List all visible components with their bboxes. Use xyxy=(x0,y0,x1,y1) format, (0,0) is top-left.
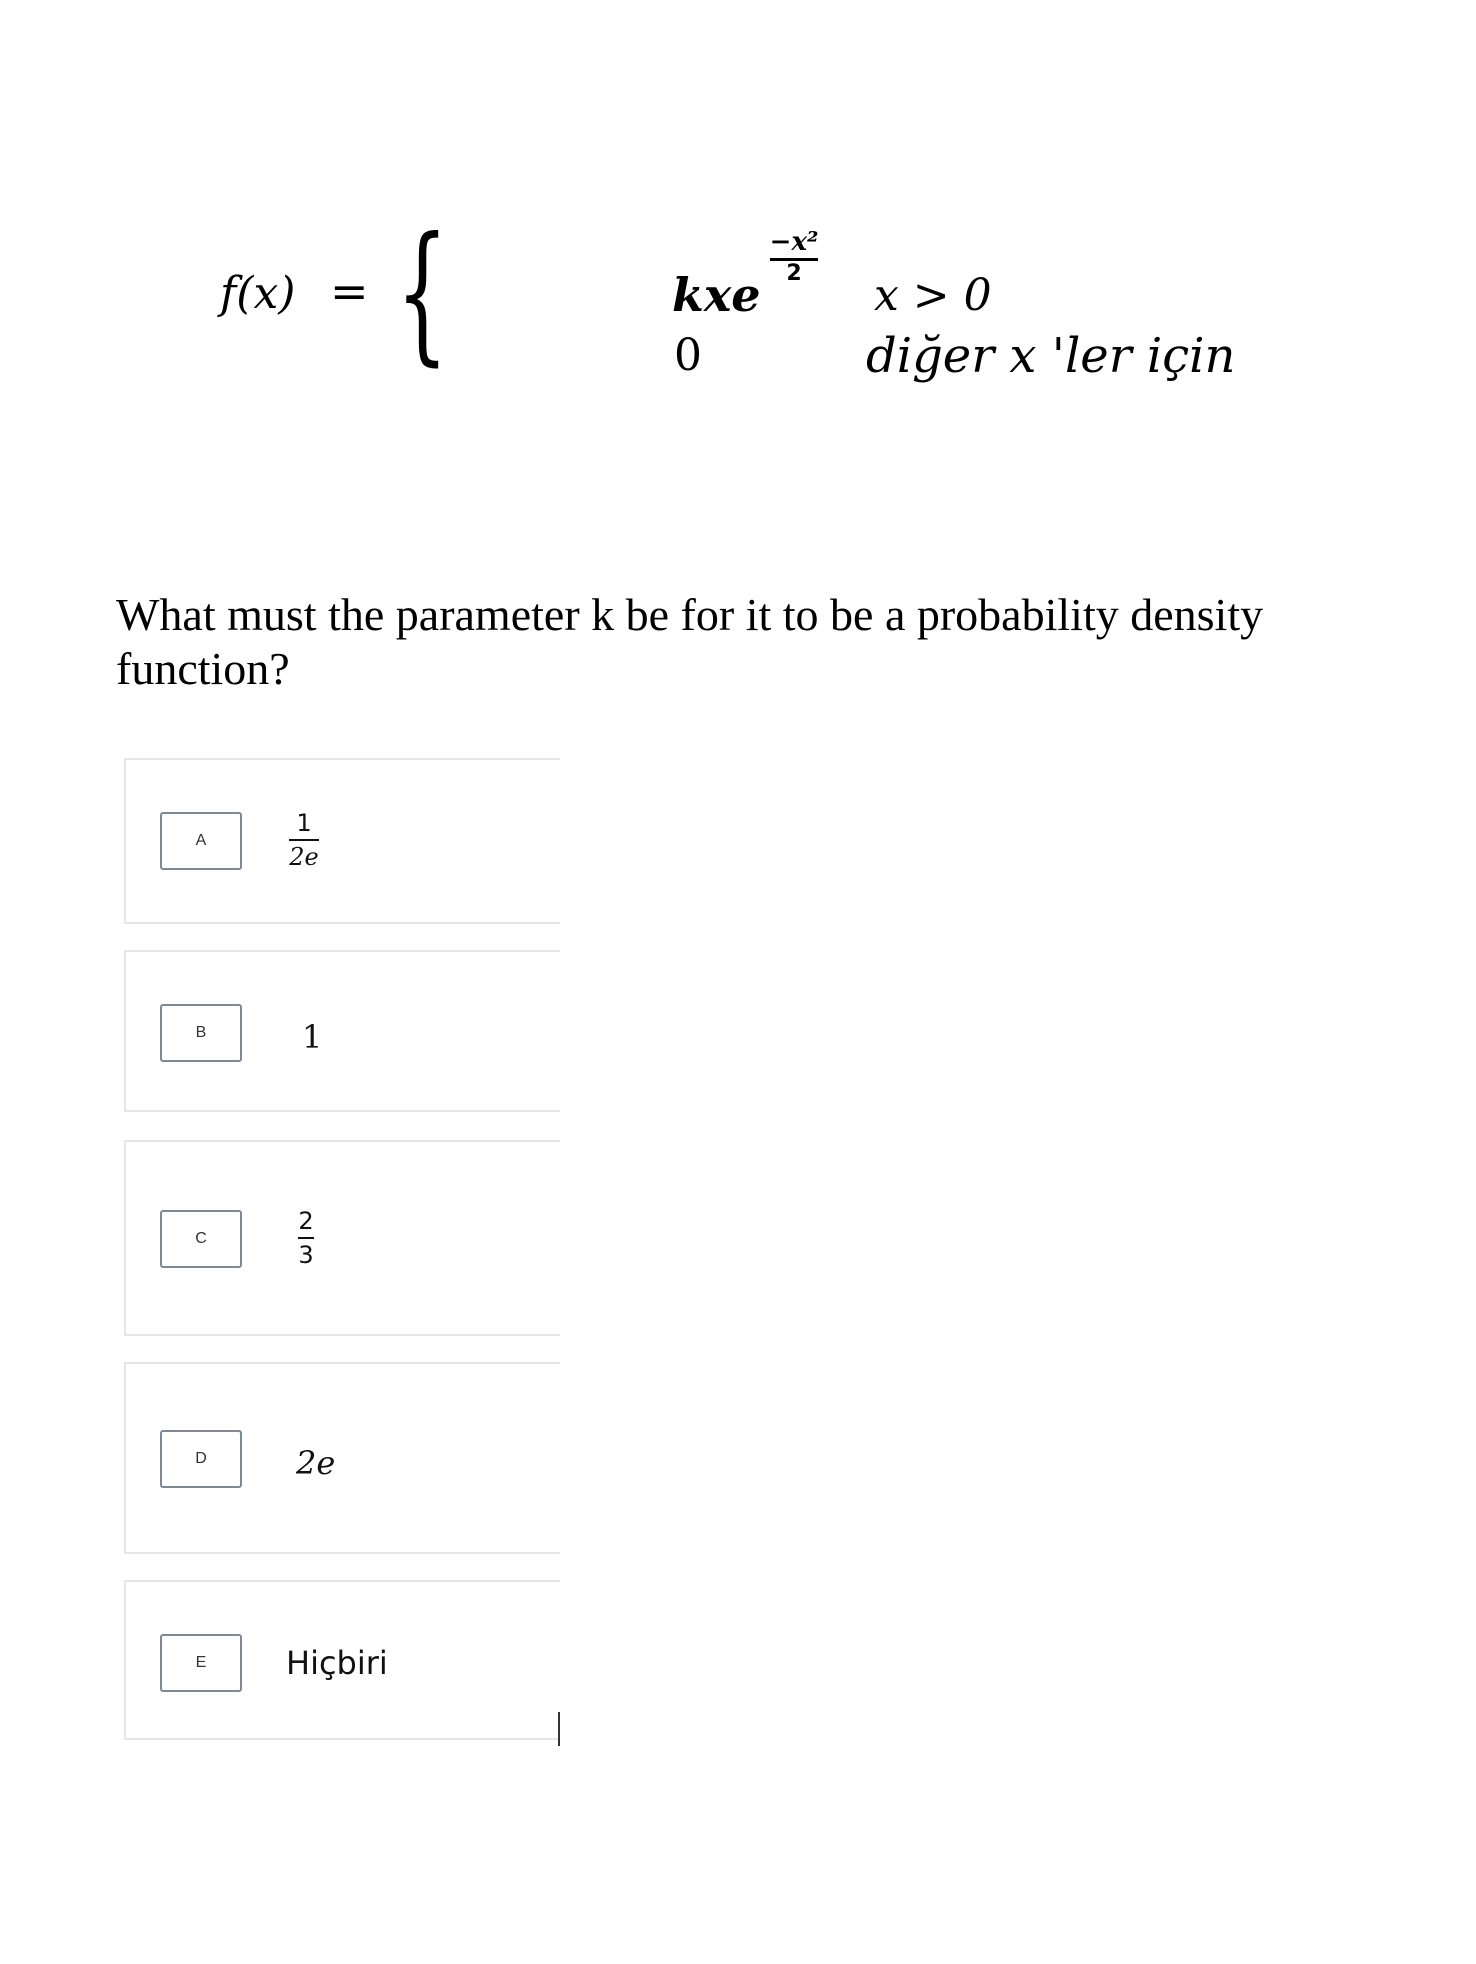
option-b[interactable] xyxy=(124,950,560,1112)
option-a-fraction xyxy=(284,810,324,870)
case2-condition: diğer x 'ler için xyxy=(866,328,1236,384)
option-c-numerator: 2 xyxy=(298,1207,314,1235)
option-e[interactable] xyxy=(124,1580,560,1740)
option-b-letter[interactable]: B xyxy=(160,1004,242,1062)
case1-exponent xyxy=(764,228,824,285)
case1-condition: x > 0 xyxy=(874,270,992,321)
text-cursor xyxy=(558,1712,560,1746)
option-c[interactable] xyxy=(124,1140,560,1336)
option-a-numerator: 1 xyxy=(296,809,312,837)
formula-lhs: f(x) xyxy=(220,268,296,319)
option-a-letter[interactable]: A xyxy=(160,812,242,870)
option-d[interactable] xyxy=(124,1362,560,1554)
option-a-fraction-bar xyxy=(289,839,319,841)
option-e-letter[interactable]: E xyxy=(160,1634,242,1692)
option-c-fraction xyxy=(290,1208,322,1268)
option-c-fraction-bar xyxy=(298,1237,314,1239)
formula-equals: = xyxy=(330,264,369,318)
option-c-letter[interactable]: C xyxy=(160,1210,242,1268)
formula xyxy=(0,0,1476,420)
option-a[interactable] xyxy=(124,758,560,924)
exponent-numerator: −x² xyxy=(769,227,819,257)
question-text: What must the parameter k be for it to be a probability density function? xyxy=(116,589,1264,694)
option-d-letter[interactable]: D xyxy=(160,1430,242,1488)
option-a-denominator: 2e xyxy=(289,843,319,871)
case2-expression: 0 xyxy=(674,330,702,381)
option-b-value: 1 xyxy=(302,1018,323,1056)
option-c-denominator: 3 xyxy=(298,1241,314,1269)
option-d-value: 2e xyxy=(296,1444,336,1482)
formula-brace: { xyxy=(396,206,449,380)
exponent-denominator: 2 xyxy=(786,261,802,286)
case1-expression: kxe xyxy=(672,268,761,322)
option-e-value: Hiçbiri xyxy=(286,1644,388,1682)
